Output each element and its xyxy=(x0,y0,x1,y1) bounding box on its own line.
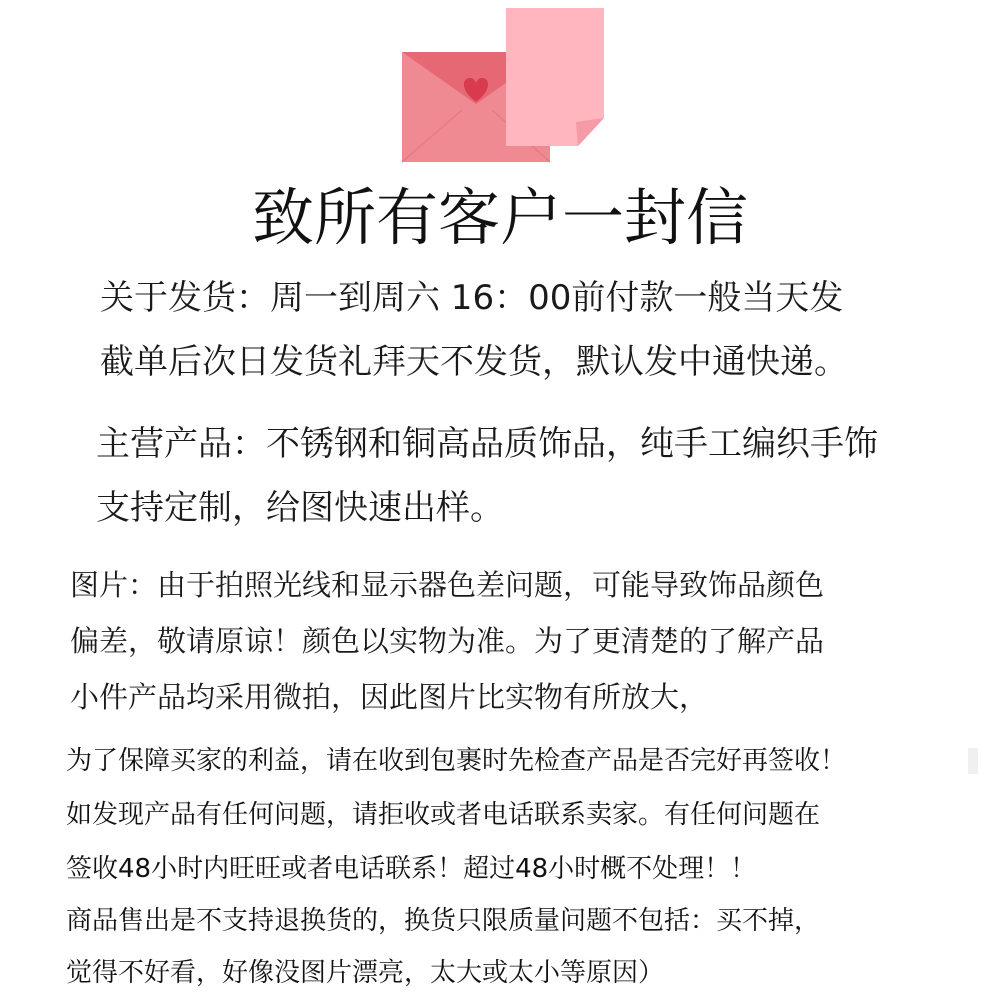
products-line-1: 主营产品：不锈钢和铜高品质饰品，纯手工编织手饰 xyxy=(96,424,878,464)
products-line-2: 支持定制，给图快速出样。 xyxy=(96,488,504,528)
receiving-line-1: 为了保障买家的利益，请在收到包裹时先检查产品是否完好再签收！ xyxy=(66,746,847,776)
envelope-and-letter-icon xyxy=(400,6,610,166)
shipping-line-1: 关于发货：周一到周六 16：00前付款一般当天发 xyxy=(100,278,844,318)
pictures-line-2: 偏差，敬请原谅！颜色以实物为准。为了更清楚的了解产品 xyxy=(70,624,825,658)
page-title: 致所有客户一封信 xyxy=(251,181,748,254)
receiving-line-5: 觉得不好看，好像没图片漂亮，太大或太小等原因） xyxy=(66,958,665,988)
pictures-line-3: 小件产品均采用微拍，因此图片比实物有所放大， xyxy=(70,680,709,714)
pictures-line-1: 图片：由于拍照光线和显示器色差问题，可能导致饰品颜色 xyxy=(70,568,825,602)
edge-mark xyxy=(968,748,978,774)
letter-paper-icon xyxy=(506,8,604,146)
receiving-line-3: 签收48小时内旺旺或者电话联系！超过48小时概不处理！！ xyxy=(66,854,757,884)
receiving-line-2: 如发现产品有任何问题，请拒收或者电话联系卖家。有任何问题在 xyxy=(66,800,821,830)
receiving-line-4: 商品售出是不支持退换货的，换货只限质量问题不包括：买不掉， xyxy=(66,906,821,936)
shipping-line-2: 截单后次日发货礼拜天不发货，默认发中通快递。 xyxy=(100,342,848,382)
letter-illustration xyxy=(400,6,610,166)
